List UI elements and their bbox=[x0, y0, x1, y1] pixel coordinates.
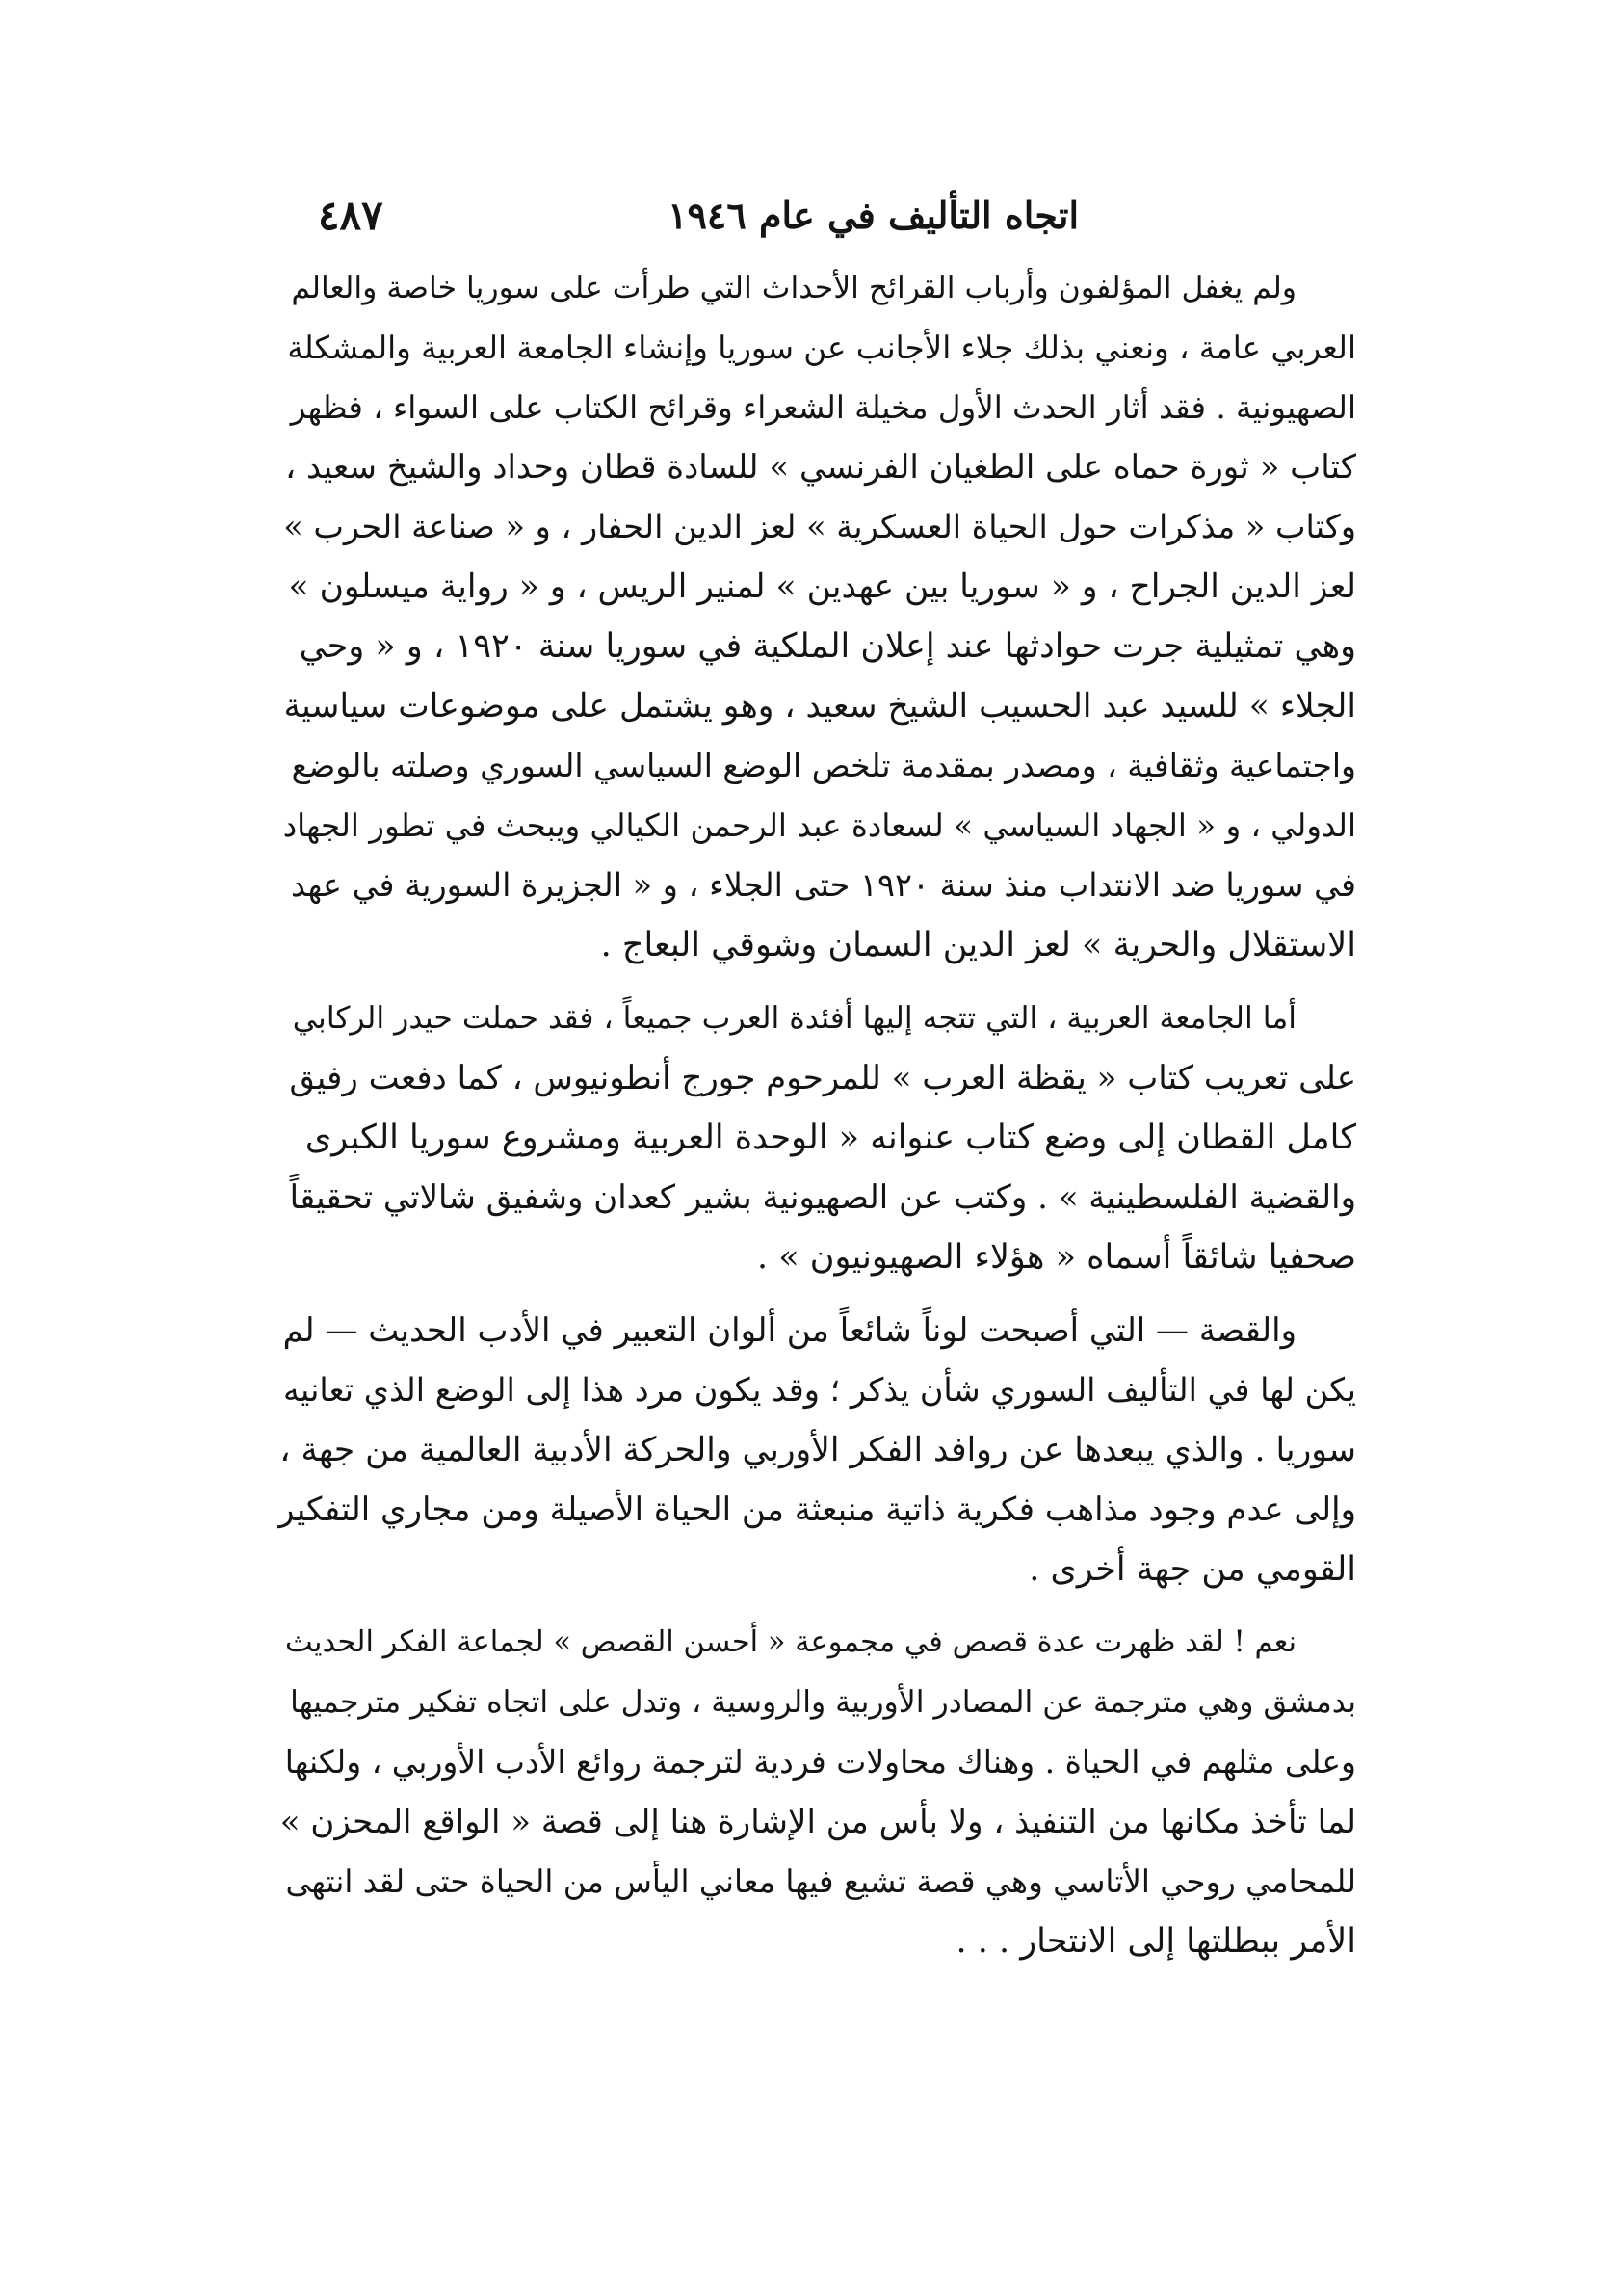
paragraph bbox=[277, 989, 1356, 1287]
text-line: الصهيونية . فقد أثار الحدث الأول مخيلة الشعراء وقرائح الكتاب على السواء ، فظهر bbox=[290, 389, 1356, 426]
paragraph bbox=[277, 258, 1356, 975]
page-number: ٤٨٧ bbox=[318, 192, 383, 239]
text-line: يكن لها في التأليف السوري شأن يذكر ؛ وقد يكون مرد هذا إلى الوضع الذي تعانيه bbox=[283, 1371, 1356, 1409]
paragraph bbox=[277, 1613, 1356, 1971]
text-line: أما الجامعة العربية ، التي تتجه إليها أفئدة العرب جميعاً ، فقد حملت حيدر الركابي bbox=[292, 1001, 1297, 1036]
running-title: اتجاه التأليف في عام ١٩٤٦ bbox=[668, 194, 1079, 237]
text-line: وعلى مثلهم في الحياة . وهناك محاولات فردية لترجمة روائع الأدب الأوربي ، ولكنها bbox=[284, 1743, 1356, 1781]
text-line: سوريا . والذي يبعدها عن روافد الفكر الأوربي والحركة الأدبية العالمية من جهة ، bbox=[279, 1431, 1356, 1469]
text-line: لعز الدين الجراح ، و « سوريا بين عهدين » لمنير الريس ، و « رواية ميسلون » bbox=[288, 567, 1356, 606]
text-line: على تعريب كتاب « يقظة العرب » للمرحوم جورج أنطونيوس ، كما دفعت رفيق bbox=[289, 1059, 1356, 1097]
text-line: واجتماعية وثقافية ، ومصدر بمقدمة تلخص الوضع السياسي السوري وصلته بالوضع bbox=[291, 747, 1356, 784]
text-line: بدمشق وهي مترجمة عن المصادر الأوربية والروسية ، وتدل على اتجاه تفكير مترجميها bbox=[290, 1685, 1356, 1720]
text-line: العربي عامة ، ونعني بذلك جلاء الأجانب عن سوريا وإنشاء الجامعة العربية والمشكلة bbox=[287, 330, 1356, 366]
text-line: كتاب « ثورة حماه على الطغيان الفرنسي » للسادة قطان وحداد والشيخ سعيد ، bbox=[285, 448, 1356, 487]
text-line: لما تأخذ مكانها من التنفيذ ، ولا بأس من الإشارة هنا إلى قصة « الواقع المحزن » bbox=[279, 1803, 1356, 1841]
text-line: صحفيا شائقاً أسماه « هؤلاء الصهيونيون » . bbox=[756, 1238, 1356, 1277]
text-line: وهي تمثيلية جرت حوادثها عند إعلان الملكية في سوريا سنة ١٩٢٠ ، و « وحي bbox=[299, 627, 1356, 666]
text-line: والقضية الفلسطينية » . وكتب عن الصهيونية بشير كعدان وشفيق شالاتي تحقيقاً bbox=[289, 1178, 1356, 1217]
text-line: نعم ! لقد ظهرت عدة قصص في مجموعة « أحسن القصص » لجماعة الفكر الحديث bbox=[285, 1625, 1297, 1659]
text-line: القومي من جهة أخرى . bbox=[1029, 1550, 1356, 1589]
text-line: وإلى عدم وجود مذاهب فكرية ذاتية منبعثة من الحياة الأصيلة ومن مجاري التفكير bbox=[278, 1491, 1356, 1529]
text-line: ولم يغفل المؤلفون وأرباب القرائح الأحداث التي طرأت على سوريا خاصة والعالم bbox=[291, 271, 1297, 305]
body-text bbox=[277, 258, 1356, 1985]
text-line: الجلاء » للسيد عبد الحسيب الشيخ سعيد ، وهو يشتمل على موضوعات سياسية bbox=[283, 687, 1356, 726]
text-line: في سوريا ضد الانتداب منذ سنة ١٩٢٠ حتى الجلاء ، و « الجزيرة السورية في عهد bbox=[290, 866, 1356, 904]
text-line: الأمر ببطلتها إلى الانتحار . . . bbox=[956, 1922, 1356, 1961]
paragraph bbox=[277, 1301, 1356, 1599]
page-header bbox=[318, 185, 1079, 247]
text-line: للمحامي روحي الأتاسي وهي قصة تشيع فيها معاني اليأس من الحياة حتى لقد انتهى bbox=[285, 1863, 1356, 1900]
text-line: الاستقلال والحرية » لعز الدين السمان وشوقي البعاج . bbox=[600, 926, 1356, 964]
text-line: كامل القطان إلى وضع كتاب عنوانه « الوحدة العربية ومشروع سوريا الكبرى bbox=[304, 1119, 1356, 1157]
text-line: والقصة — التي أصبحت لوناً شائعاً من ألوان التعبير في الأدب الحديث — لم bbox=[282, 1311, 1297, 1350]
text-line: الدولي ، و « الجهاد السياسي » لسعادة عبد الرحمن الكيالي ويبحث في تطور الجهاد bbox=[282, 807, 1356, 844]
text-line: وكتاب « مذكرات حول الحياة العسكرية » لعز الدين الحفار ، و « صناعة الحرب » bbox=[283, 508, 1356, 545]
